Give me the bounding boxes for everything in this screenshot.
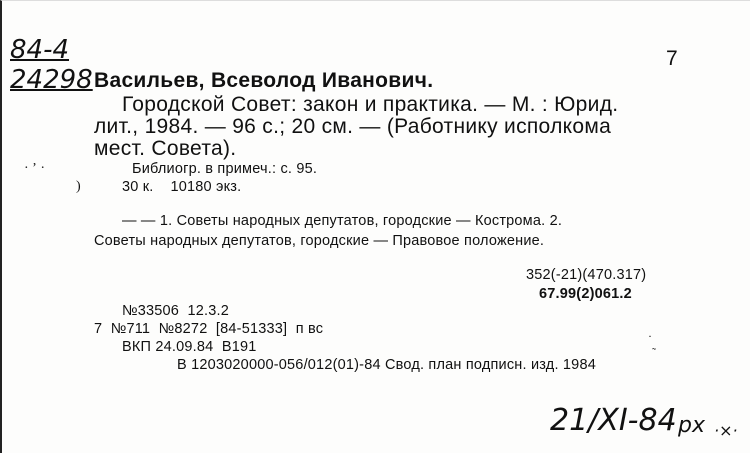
handwritten-shelf-mark-bottom: 24298 — [10, 65, 93, 95]
tech-line-1: №33506 12.3.2 — [122, 303, 230, 319]
stray-mark: ˜ — [652, 345, 656, 359]
handwritten-shelf-mark-top: 84-4 — [10, 35, 70, 65]
handwritten-initials: рх — [678, 413, 705, 438]
stray-mark: · — [648, 329, 652, 343]
title-line-3: мест. Совета). — [94, 137, 237, 160]
tech-line-4: В 1203020000-056/012(01)-84 Свод. план подписн. изд. 1984 — [177, 357, 596, 373]
title-line-2: лит., 1984. — 96 с.; 20 см. — (Работнику исполкома — [94, 115, 612, 138]
price-print-run: 30 к. 10180 экз. — [122, 179, 242, 195]
bibliography-note: Библиогр. в примеч.: с. 95. — [132, 161, 318, 177]
title-line-1: Городской Совет: закон и практика. — М. : Юрид. — [122, 93, 619, 116]
bbk-index: 67.99(2)061.2 — [539, 286, 632, 302]
tech-line-3: ВКП 24.09.84 В191 — [122, 339, 257, 355]
handwritten-mark: ·×· — [714, 421, 738, 440]
stray-mark: · ʼ · — [24, 161, 45, 176]
stray-mark: ) — [76, 179, 81, 194]
tech-line-2: 7 №711 №8272 [84-51333] п вс — [94, 321, 324, 337]
udc-index: 352(-21)(470.317) — [526, 267, 647, 283]
subject-line-1: — — 1. Советы народных депутатов, городские — Кострома. 2. — [122, 213, 563, 229]
handwritten-date: 21/XI-84 — [550, 403, 677, 438]
page-number: 7 — [666, 47, 678, 70]
subject-line-2: Советы народных депутатов, городские — Правовое положение. — [94, 233, 545, 249]
author-heading: Васильев, Всеволод Иванович. — [94, 69, 434, 92]
